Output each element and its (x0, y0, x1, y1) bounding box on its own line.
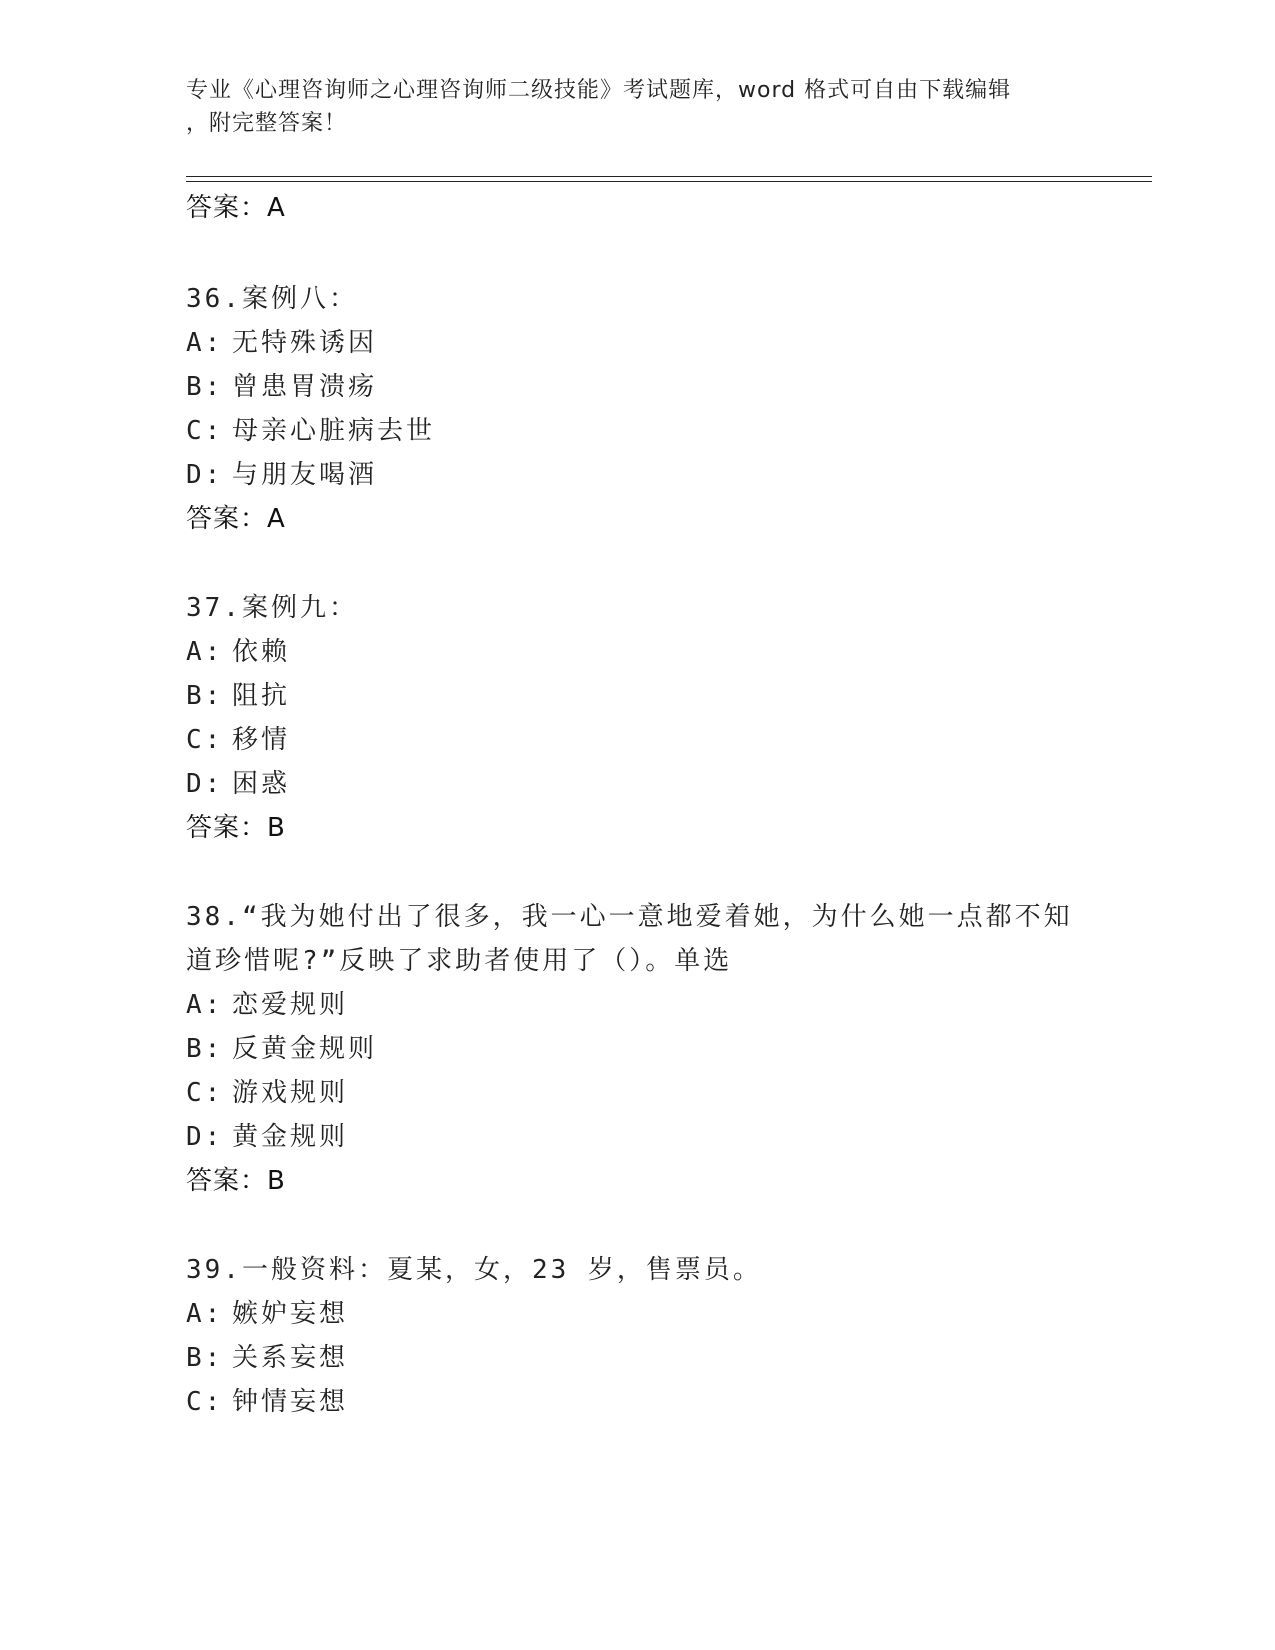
header-divider-top (186, 176, 1152, 177)
option-text: 反黄金规则 (232, 1034, 378, 1064)
option-c (186, 1077, 348, 1109)
option-key: A: (186, 637, 224, 667)
question-stem: 36.案例八： (186, 284, 358, 314)
option-text: 与朋友喝酒 (232, 460, 378, 490)
header-line-1: 专业《心理咨询师之心理咨询师二级技能》考试题库，word 格式可自由下载编辑 (186, 78, 1012, 103)
option-text: 恋爱规则 (232, 990, 349, 1020)
option-text: 黄金规则 (232, 1122, 349, 1152)
option-d (186, 768, 290, 800)
option-key: A: (186, 990, 224, 1020)
answer-line: 答案：A (186, 193, 286, 223)
option-a (186, 327, 377, 359)
question-stem: 38.“我为她付出了很多，我一心一意地爱着她，为什么她一点都不知 (186, 902, 1073, 932)
option-text: 钟情妄想 (232, 1387, 349, 1417)
option-a (186, 636, 290, 668)
header-divider-bottom (186, 181, 1152, 182)
option-key: D: (186, 460, 224, 490)
option-a (186, 989, 348, 1021)
question-stem-continued: 道珍惜呢?”反映了求助者使用了（）。单选 (186, 946, 733, 976)
option-text: 关系妄想 (232, 1343, 349, 1373)
option-key: B: (186, 1034, 224, 1064)
header-line-2: ，附完整答案！ (186, 111, 348, 136)
option-text: 曾患胃溃疡 (232, 372, 378, 402)
option-text: 游戏规则 (232, 1078, 349, 1108)
question-stem: 39.一般资料：夏某，女，23 岁，售票员。 (186, 1255, 762, 1285)
option-key: A: (186, 1299, 224, 1329)
option-text: 依赖 (232, 637, 291, 667)
option-text: 无特殊诱因 (232, 328, 378, 358)
option-key: D: (186, 769, 224, 799)
option-text: 阻抗 (232, 681, 291, 711)
option-key: B: (186, 1343, 224, 1373)
option-key: C: (186, 1078, 224, 1108)
answer-line: 答案：B (186, 813, 286, 843)
option-key: B: (186, 372, 224, 402)
option-text: 移情 (232, 725, 291, 755)
answer-line: 答案：B (186, 1166, 286, 1196)
option-a (186, 1298, 348, 1330)
option-key: C: (186, 1387, 224, 1417)
document-header (186, 74, 1066, 140)
option-d (186, 1121, 348, 1153)
option-text: 困惑 (232, 769, 291, 799)
option-key: D: (186, 1122, 224, 1152)
answer-line: 答案：A (186, 504, 286, 534)
option-c (186, 1386, 348, 1418)
option-c (186, 724, 290, 756)
question-stem: 37.案例九： (186, 593, 358, 623)
option-key: C: (186, 725, 224, 755)
option-b (186, 1033, 377, 1065)
option-b (186, 371, 377, 403)
option-d (186, 459, 377, 491)
option-c (186, 415, 435, 447)
option-key: C: (186, 416, 224, 446)
option-b (186, 680, 290, 712)
option-key: A: (186, 328, 224, 358)
option-text: 母亲心脏病去世 (232, 416, 436, 446)
option-b (186, 1342, 348, 1374)
option-text: 嫉妒妄想 (232, 1299, 349, 1329)
option-key: B: (186, 681, 224, 711)
